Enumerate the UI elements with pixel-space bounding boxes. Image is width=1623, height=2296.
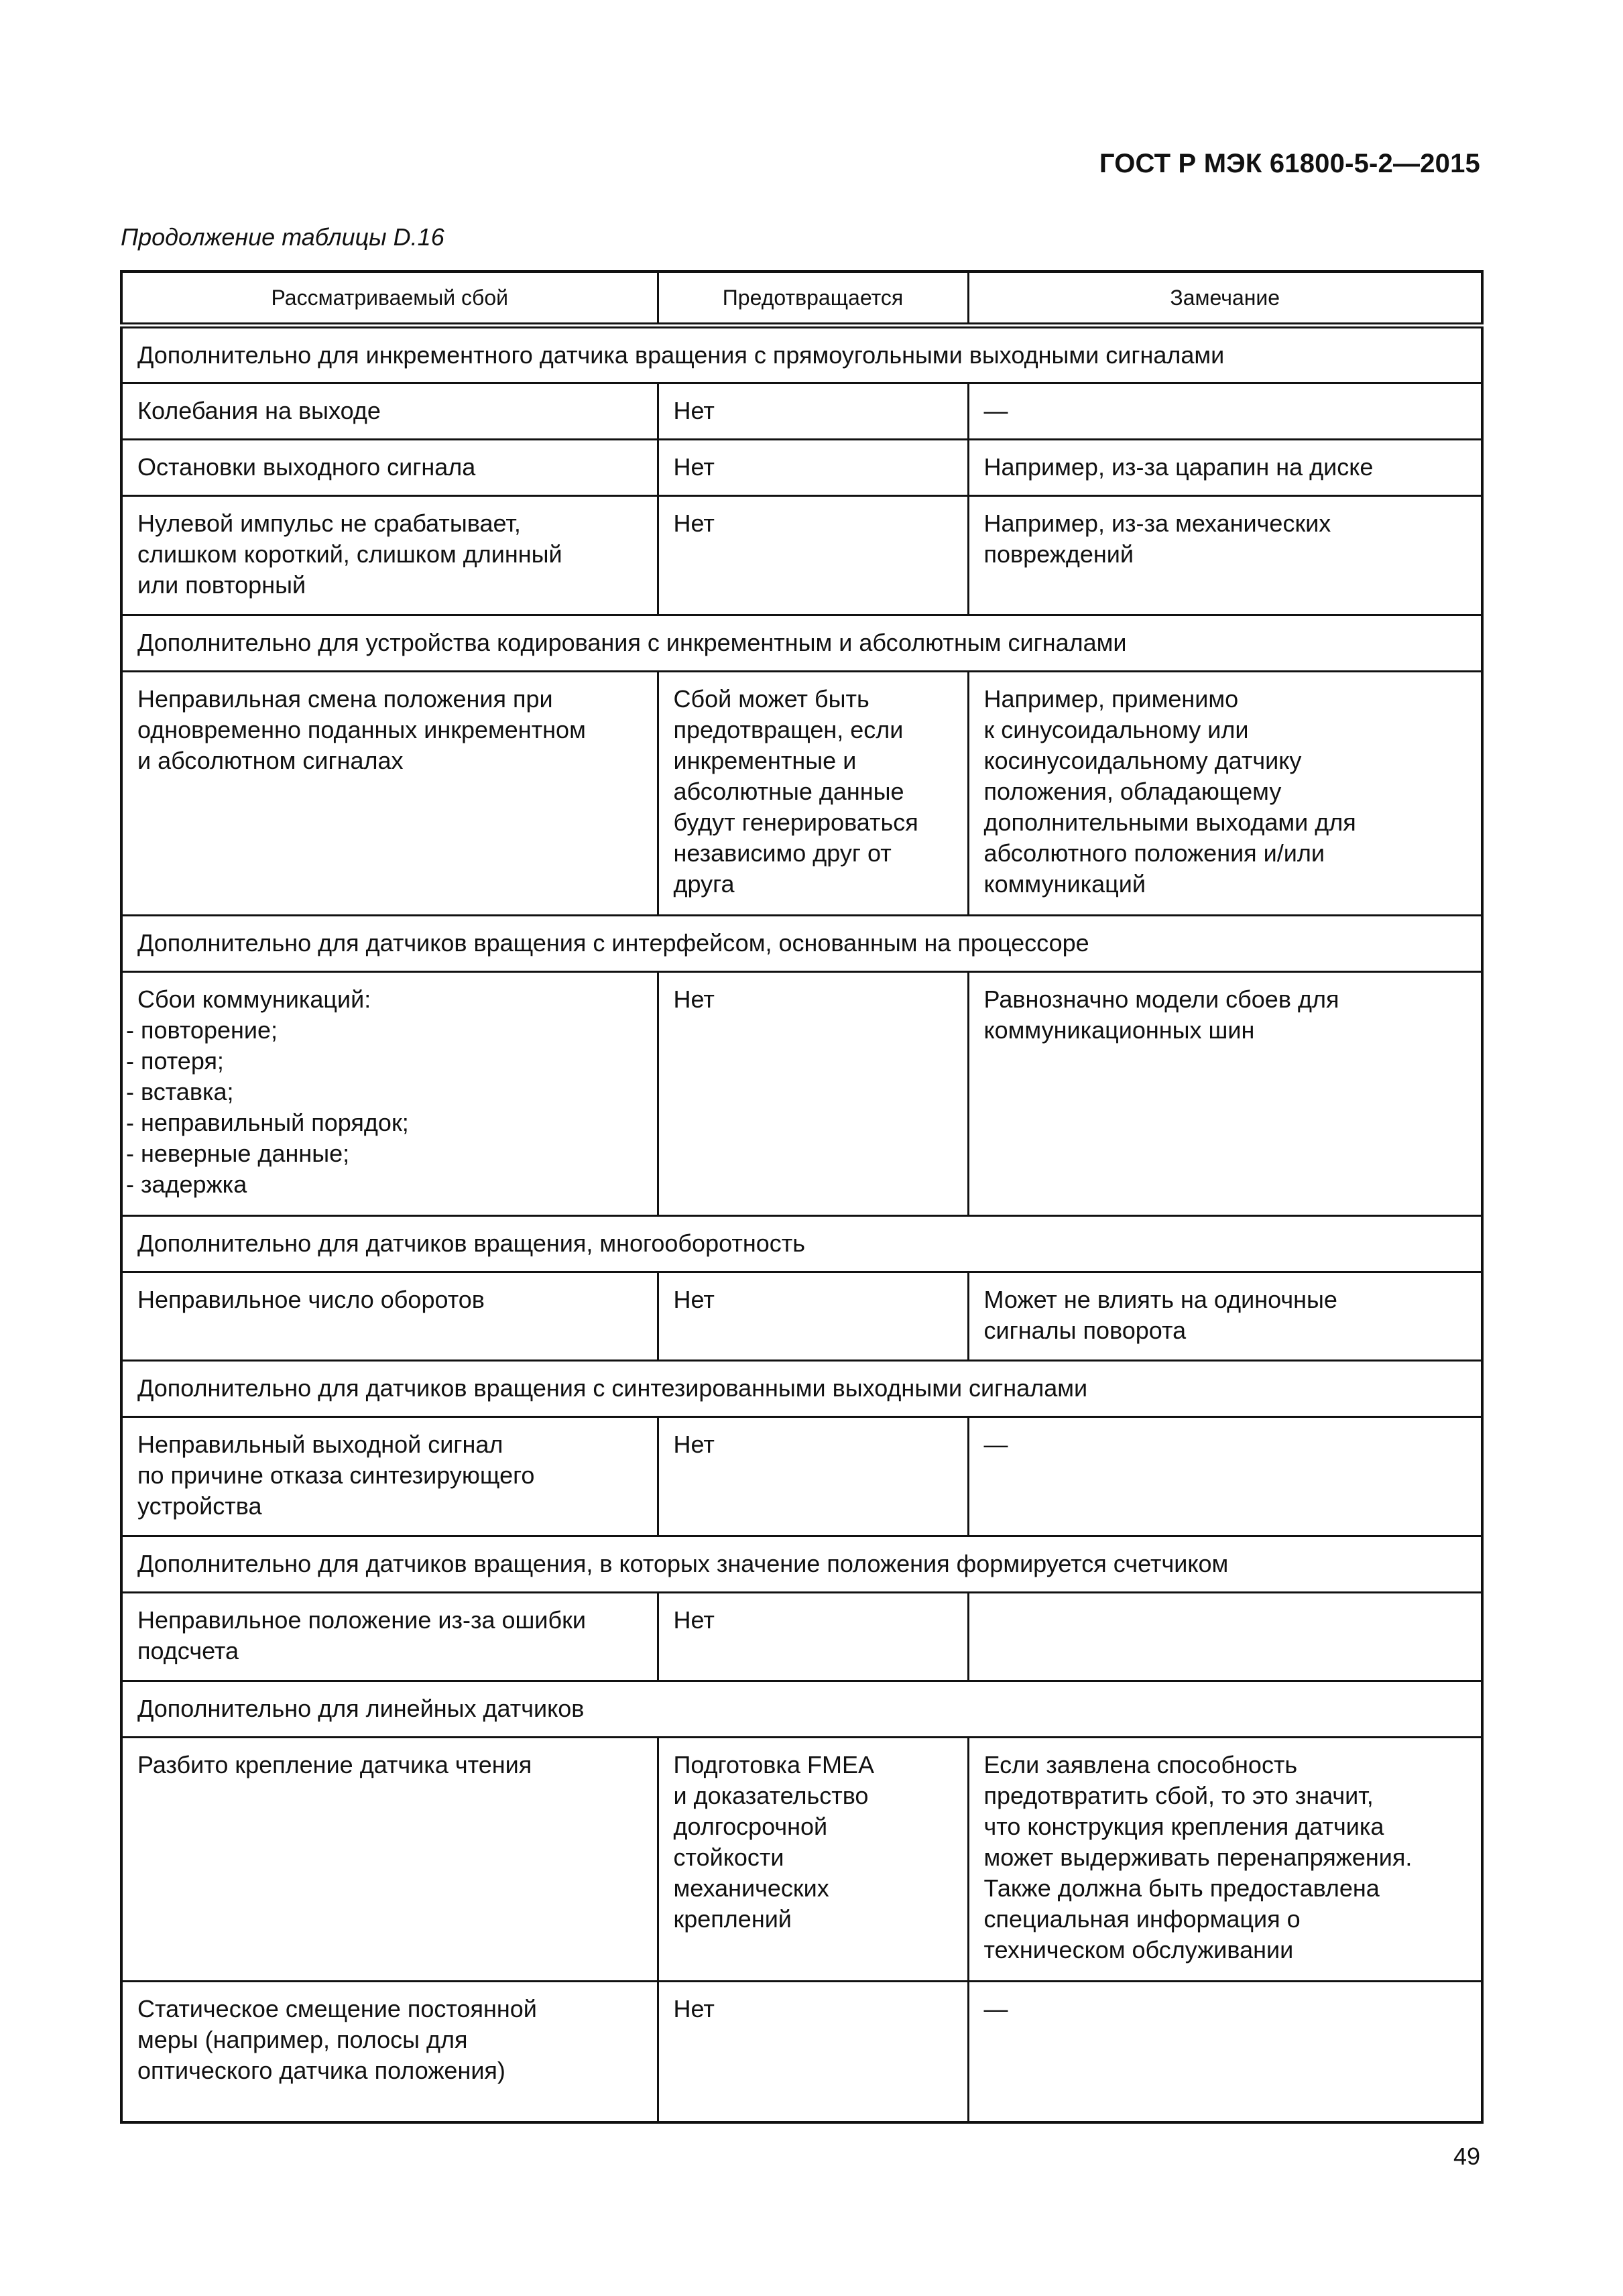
column-header-fault: Рассматриваемый сбой [121, 271, 658, 326]
table-row [121, 1417, 1482, 1536]
section-title: Дополнительно для датчиков вращения, в которых значение положения формируется счетчиком [121, 1536, 1482, 1593]
fault-list-title: Сбои коммуникаций: [137, 985, 371, 1013]
section-title: Дополнительно для линейных датчиков [121, 1681, 1482, 1738]
section-row [121, 1216, 1482, 1272]
remark-cell: — [968, 1982, 1482, 2122]
document-standard-header: ГОСТ Р МЭК 61800-5-2—2015 [1099, 149, 1480, 178]
column-header-prevented: Предотвращается [658, 271, 968, 326]
prevented-cell: Нет [658, 1417, 968, 1536]
section-row [121, 326, 1482, 383]
section-row [121, 1536, 1482, 1593]
list-item: - потеря; [126, 1047, 224, 1075]
table-row [121, 383, 1482, 440]
prevented-cell: Нет [658, 383, 968, 440]
remark-cell: — [968, 1417, 1482, 1536]
table-row [121, 972, 1482, 1216]
table-row [121, 1272, 1482, 1361]
fault-cell: Неправильный выходной сигнал по причине отказа синтезирующего устройства [121, 1417, 658, 1536]
fault-list [126, 1015, 642, 1200]
prevented-cell: Нет [658, 440, 968, 496]
list-item: - повторение; [126, 1016, 278, 1044]
column-header-remark: Замечание [968, 271, 1482, 326]
table-row [121, 1738, 1482, 1982]
table-row [121, 1593, 1482, 1681]
prevented-cell: Нет [658, 496, 968, 615]
prevented-cell: Нет [658, 972, 968, 1216]
section-title: Дополнительно для датчиков вращения с интерфейсом, основанным на процессоре [121, 916, 1482, 972]
list-item: - вставка; [126, 1078, 234, 1105]
remark-cell: Если заявлена способность предотвратить сбой, то это значит, что конструкция крепления датчика может выдерживать перенапряжения. Также должна быть предоставлена специальная информация о техническом обслуживании [968, 1738, 1482, 1982]
table-row [121, 496, 1482, 615]
list-item: - задержка [126, 1170, 247, 1198]
section-row [121, 1681, 1482, 1738]
fault-cell: Статическое смещение постоянной меры (например, полосы для оптического датчика положения) [121, 1982, 658, 2122]
prevented-cell: Нет [658, 1593, 968, 1681]
prevented-cell: Нет [658, 1272, 968, 1361]
table-row [121, 1982, 1482, 2122]
section-title: Дополнительно для инкрементного датчика вращения с прямоугольными выходными сигналами [121, 326, 1482, 383]
prevented-cell: Подготовка FMEA и доказательство долгосрочной стойкости механических креплений [658, 1738, 968, 1982]
table-header-row [121, 271, 1482, 326]
fault-table [120, 270, 1484, 2124]
fault-cell [121, 972, 658, 1216]
fault-cell: Неправильная смена положения при одновременно поданных инкрементном и абсолютном сигналах [121, 672, 658, 916]
fault-cell: Неправильное число оборотов [121, 1272, 658, 1361]
section-title: Дополнительно для датчиков вращения, многооборотность [121, 1216, 1482, 1272]
section-row [121, 1361, 1482, 1417]
section-row [121, 916, 1482, 972]
table-row [121, 672, 1482, 916]
remark-cell: Например, применимо к синусоидальному или косинусоидальному датчику положения, обладающему дополнительными выходами для абсолютного положения и/или коммуникаций [968, 672, 1482, 916]
fault-cell: Колебания на выходе [121, 383, 658, 440]
remark-cell: Например, из-за механических повреждений [968, 496, 1482, 615]
list-item: - неверные данные; [126, 1140, 350, 1167]
list-item: - неправильный порядок; [126, 1109, 409, 1136]
prevented-cell: Сбой может быть предотвращен, если инкрементные и абсолютные данные будут генерироваться независимо друг от друга [658, 672, 968, 916]
remark-cell: Может не влиять на одиночные сигналы поворота [968, 1272, 1482, 1361]
remark-cell: Например, из-за царапин на диске [968, 440, 1482, 496]
prevented-cell: Нет [658, 1982, 968, 2122]
table-row [121, 440, 1482, 496]
fault-cell: Неправильное положение из-за ошибки подсчета [121, 1593, 658, 1681]
section-title: Дополнительно для устройства кодирования с инкрементным и абсолютным сигналами [121, 615, 1482, 672]
section-row [121, 615, 1482, 672]
section-title: Дополнительно для датчиков вращения с синтезированными выходными сигналами [121, 1361, 1482, 1417]
fault-cell: Нулевой импульс не срабатывает, слишком короткий, слишком длинный или повторный [121, 496, 658, 615]
remark-cell: — [968, 383, 1482, 440]
remark-cell: Равнозначно модели сбоев для коммуникационных шин [968, 972, 1482, 1216]
table-caption: Продолжение таблицы D.16 [121, 223, 444, 251]
page-number: 49 [1453, 2142, 1480, 2170]
fault-cell: Разбито крепление датчика чтения [121, 1738, 658, 1982]
remark-cell [968, 1593, 1482, 1681]
fault-cell: Остановки выходного сигнала [121, 440, 658, 496]
